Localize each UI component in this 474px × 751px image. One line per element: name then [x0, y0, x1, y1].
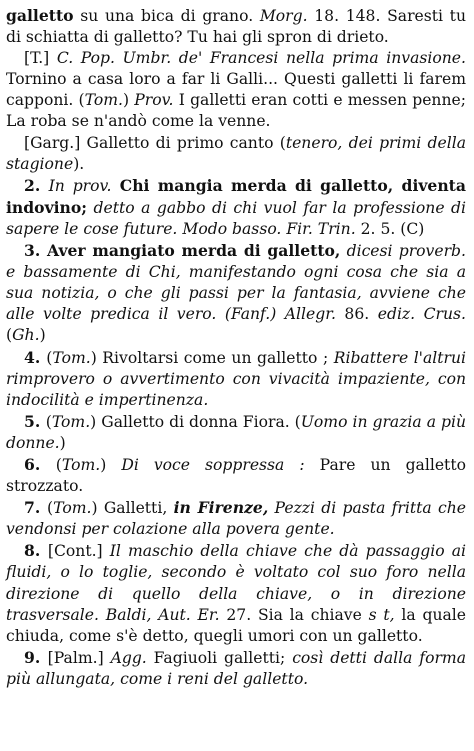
source-citation: C. Pop. Umbr. de' Francesi nella prima invasione.: [56, 49, 466, 68]
phrase-entry: 3. Aver mangiato merda di galletto,: [24, 241, 341, 261]
paragraph-10: [6, 540, 466, 646]
sense-number: 2.: [24, 175, 49, 195]
definition-text: Il maschio della chiave che dà passaggio ai fluidi, o lo toglie, secondo è voltato col suo foro nella direzione di quello della chiave, o in direzione trasversale. Baldi, Aut. Er.: [6, 542, 466, 624]
text-segment: 27. Sia la chiave: [219, 605, 369, 624]
source-citation: In prov.: [48, 176, 112, 195]
source-citation: Tom.: [84, 91, 123, 110]
sense-number: 7.: [24, 498, 48, 518]
text-segment: [Garg.] Galletto di primo canto (: [24, 133, 286, 152]
phrase-entry: Chi mangia merda di galletto, diventa indovino;: [6, 175, 466, 217]
text-segment: (: [46, 348, 53, 367]
text-segment: Fagiuoli galletti;: [146, 648, 293, 667]
paragraph-3: [6, 133, 466, 175]
definition-text: dicesi proverb. e bassamente di Chi, manifestando ogni cosa che sia a sua notizia, o che gli passi per la fantasia, avviene che alle volte predica il vero. (Fanf.) Allegr.: [6, 242, 466, 324]
text-segment: 2. 5. (C): [355, 219, 425, 238]
text-segment: ) Galletto di donna Fiora. (: [90, 412, 301, 431]
text-segment: [Cont.]: [47, 542, 110, 561]
definition-text: Di voce soppressa :: [121, 455, 305, 474]
definition-text: tenero, dei primi della stagione: [6, 133, 466, 173]
text-segment: (: [47, 499, 54, 518]
sense-number: 6.: [24, 454, 56, 474]
text-segment: ).: [73, 154, 85, 173]
definition-text: Pezzi di pasta fritta che vendonsi per colazione alla povera gente.: [6, 499, 466, 539]
region-label: in Firenze,: [173, 498, 269, 518]
text-segment: ): [122, 91, 135, 110]
text-segment: [T.]: [24, 49, 57, 68]
paragraph-8: [6, 454, 466, 497]
definition-text: Uomo in grazia a più donne.: [6, 412, 466, 452]
source-citation: s t,: [368, 605, 395, 624]
paragraph-9: [6, 497, 466, 540]
definition-text: Ribattere l'altrui rimprovero o avvertimento con vivacità impaziente, con indocilità e impertinenza.: [6, 348, 467, 409]
paragraph-5: [6, 240, 466, 346]
text-segment: (: [45, 412, 52, 431]
text-segment: Pare un galletto strozzato.: [6, 455, 466, 496]
text-segment: (: [55, 455, 62, 474]
paragraph-4: [6, 175, 466, 240]
source-citation: Tom.: [53, 499, 92, 518]
source-citation: Gh.: [12, 326, 40, 345]
source-citation: Agg.: [110, 648, 147, 667]
source-citation: Prov.: [134, 91, 174, 110]
headword: galletto: [6, 6, 74, 25]
text-segment: ) Rivoltarsi come un galletto ;: [90, 348, 334, 367]
text-segment: ) Galletti,: [91, 499, 174, 518]
text-segment: [Palm.]: [47, 648, 111, 667]
paragraph-6: [6, 347, 466, 411]
sense-number: 5.: [24, 411, 46, 431]
source-citation: ediz. Crus.: [377, 305, 466, 324]
text-segment: (: [6, 326, 13, 345]
paragraph-11: [6, 647, 466, 690]
paragraph-2: [6, 48, 466, 132]
text-segment: 86.: [335, 305, 378, 324]
definition-text: detto a gabbo di chi vuol far la professione di sapere le cose future. Modo basso. Fir. Trin.: [6, 198, 466, 238]
text-segment: ): [59, 433, 66, 452]
sense-number: 8.: [24, 541, 48, 561]
paragraph-7: [6, 411, 466, 454]
paragraph-1: [6, 5, 466, 48]
text-segment: 18. 148. Saresti tu di schiatta di galletto? Tu hai gli spron di drieto.: [6, 7, 466, 47]
source-citation: Tom.: [51, 412, 91, 431]
text-segment: I galletti eran cotti e messen penne; La roba se n'andò come la venne.: [6, 91, 466, 131]
text-segment: Tornino a casa loro a far li Galli... Questi galletti li farem capponi. (: [6, 70, 466, 110]
sense-number: 9.: [24, 647, 48, 667]
source-citation: Tom.: [61, 455, 101, 474]
text-segment: su una bica di grano.: [73, 7, 260, 25]
text-segment: la quale chiuda, come s'è detto, quegli umori con un galletto.: [6, 605, 466, 645]
definition-text: così detti dalla forma più allungata, come i reni del galletto.: [6, 648, 467, 688]
sense-number: 4.: [24, 347, 47, 367]
source-citation: Tom.: [52, 348, 91, 367]
text-segment: ): [39, 326, 46, 345]
text-segment: ): [100, 455, 122, 474]
source-citation: Morg.: [259, 7, 308, 25]
